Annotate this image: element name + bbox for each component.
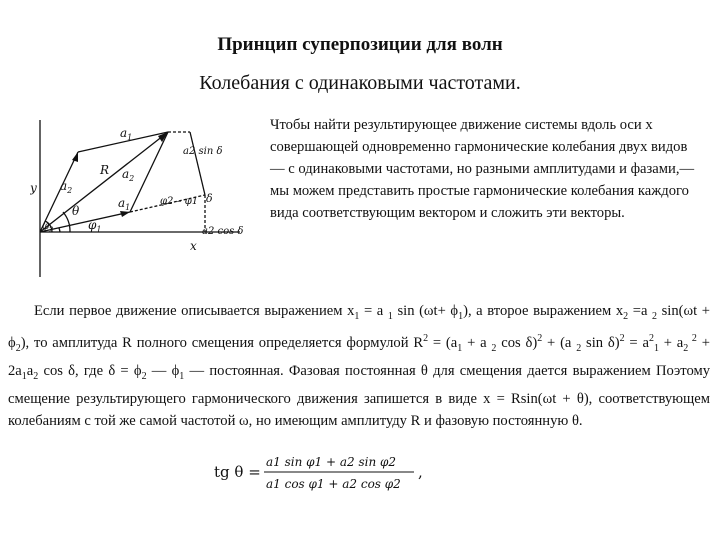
vector-diagram [30,112,260,282]
label-delta: δ [206,192,213,205]
label-phase-diff: φ2 – φ1 [160,196,199,207]
formula-lhs: tg θ = [214,463,261,481]
label-a2-left: $a_2$ [60,179,73,195]
label-R: R [100,163,110,177]
formula-tail: , [418,463,423,481]
label-a2-sin: a2 sin δ [183,146,223,157]
theta-arc [63,212,70,232]
label-a1-top: $a_1$ [120,126,133,142]
main-paragraph: Если первое движение описывается выражением $x_1 = a$ $_1$ $\sin (\omega t+ \phi_1)$, а второе выражением $x_2 =a$ $_2$ $\sin(\omega t + \phi_2)$, то амплитуда R полного смещения определяется формулой $R^2 = (a_1 + a$ $_2$ cos δ)$^2$ + (a $_2$ $\sin \delta)^2 = a^2_1 + a_2$ $^2 + 2a_1a_2$ cos δ, где $\delta = \phi_2$ — $\phi_1$ — постоянная. Фазовая постоянная θ для смещения дается выражением Поэтому смещение результирующего гармонического движения запишется в виде x = Rsin(ωt + θ), соответствующем колебаниям с той же самой частотой ω, но имеющим амплитуду R и фазовую постоянную θ. [8,303,710,429]
label-x-axis: x [190,239,197,253]
label-a1: $a_1$ [118,196,131,212]
page-title: Принцип суперпозиции для волн [217,34,503,55]
arrow-a2 [72,152,78,162]
label-theta: θ [72,204,80,218]
label-phi2: $\varphi_2$ [42,221,54,234]
label-a2-cos: a2 cos δ [202,226,244,237]
tangent-formula [214,448,429,496]
page-subtitle: Колебания с одинаковыми частотами. [199,72,521,94]
formula-numerator: a1 sin φ1 + a2 sin φ2 [266,455,397,469]
label-phi1: $\varphi_1$ [88,218,102,234]
intro-paragraph: Чтобы найти результирующее движение системы вдоль оси x совершающей одновременно гармонические колебания двух видов— с одинаковыми частотами, но разными амплитудами и фазами,— мы можем представить простые гармонические колебания каждого вида соответствующим вектором и сложить эти векторы. [270,117,695,221]
label-y-axis: y [30,181,37,195]
projection-line [190,132,205,195]
label-a2-right: $a_2$ [122,167,135,183]
vector-a2-from-origin [40,152,78,232]
formula-denominator: a1 cos φ1 + a2 cos φ2 [266,477,401,491]
